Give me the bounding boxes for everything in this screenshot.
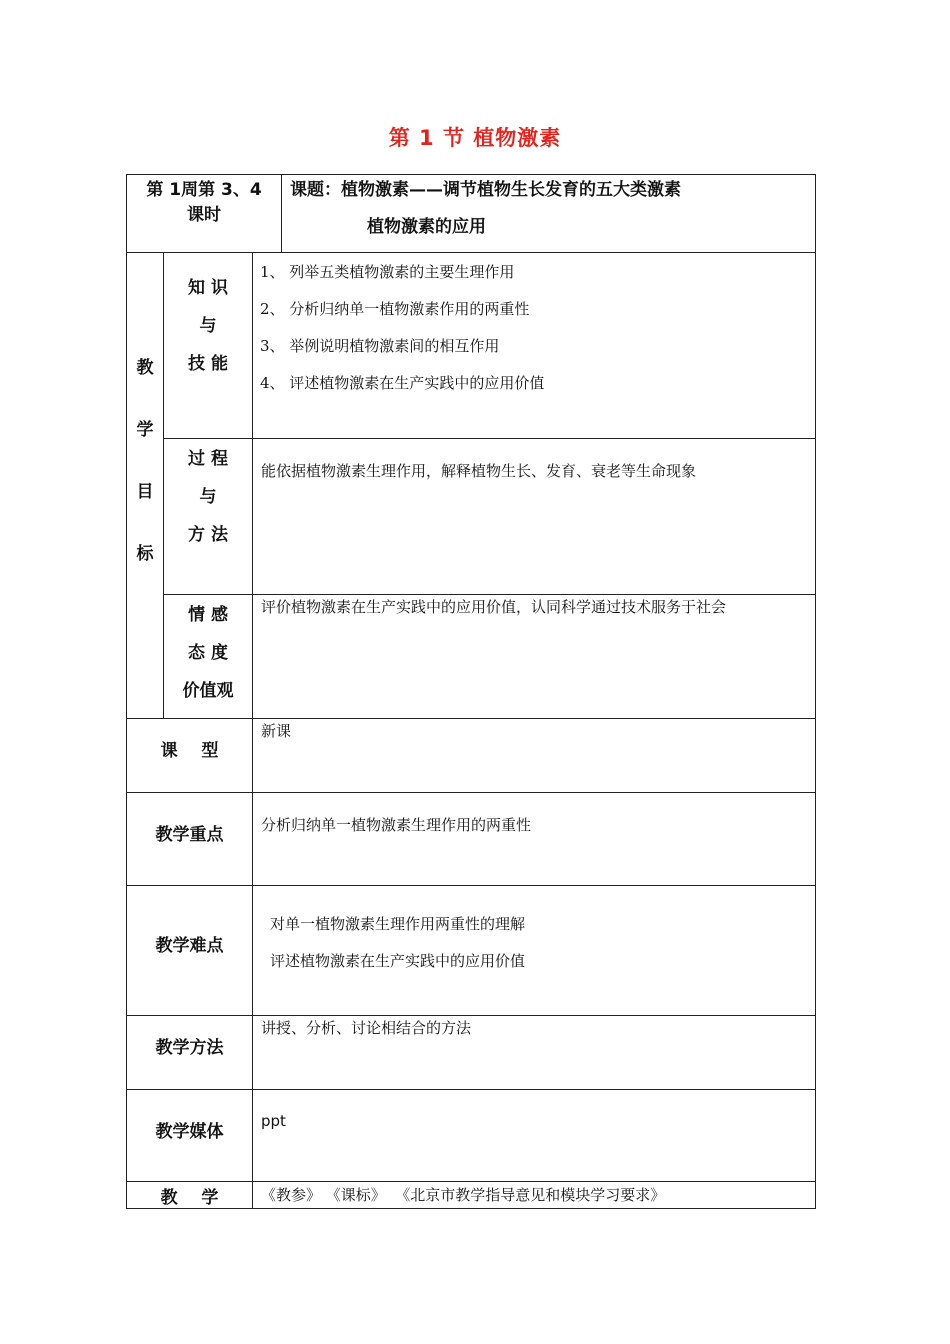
list-item: 评述植物激素在生产实践中的应用价值 bbox=[270, 952, 526, 970]
label-line: 知 识 bbox=[188, 278, 228, 298]
reference-value: 《教参》 《课标》 《北京市教学指导意见和模块学习要求》 bbox=[261, 1186, 666, 1204]
list-item: 1、 列举五类植物激素的主要生理作用 bbox=[260, 263, 515, 281]
row-divider bbox=[163, 594, 816, 595]
list-item: 3、 举例说明植物激素间的相互作用 bbox=[260, 337, 500, 355]
list-item: 2、 分析归纳单一植物激素作用的两重性 bbox=[260, 300, 530, 318]
key-point-value: 分析归纳单一植物激素生理作用的两重性 bbox=[261, 816, 532, 834]
topic-line2: 植物激素的应用 bbox=[367, 217, 486, 237]
period-line1: 第 1周第 3、4 bbox=[146, 180, 262, 200]
media-value: ppt bbox=[261, 1112, 286, 1130]
label-line: 方 法 bbox=[188, 525, 228, 545]
objectives-label-char: 教 bbox=[136, 358, 154, 378]
objectives-label-char: 学 bbox=[136, 420, 154, 440]
method-label: 教学方法 bbox=[155, 1037, 224, 1058]
emotion-label bbox=[164, 596, 252, 710]
label-line: 与 bbox=[199, 487, 217, 507]
period-cell bbox=[127, 178, 281, 228]
knowledge-content bbox=[260, 254, 810, 402]
table-border-bottom bbox=[126, 1208, 816, 1209]
objectives-label-char: 标 bbox=[136, 544, 154, 564]
method-value: 讲授、分析、讨论相结合的方法 bbox=[261, 1019, 472, 1037]
knowledge-label bbox=[164, 269, 252, 383]
label-line: 技 能 bbox=[188, 354, 228, 374]
label-line: 与 bbox=[199, 316, 217, 336]
lesson-type-label: 课 型 bbox=[160, 740, 219, 761]
column-divider bbox=[252, 252, 253, 1208]
table-border-right bbox=[815, 174, 816, 1208]
media-label: 教学媒体 bbox=[155, 1121, 224, 1142]
topic-line1: 课题：植物激素——调节植物生长发育的五大类激素 bbox=[290, 180, 681, 200]
row-divider bbox=[163, 438, 816, 439]
key-point-label: 教学重点 bbox=[155, 824, 224, 845]
page-title: 第 1 节 植物激素 bbox=[388, 126, 562, 150]
objectives-label bbox=[127, 353, 163, 601]
table-border-top bbox=[126, 174, 816, 175]
list-item: 4、 评述植物激素在生产实践中的应用价值 bbox=[260, 374, 545, 392]
lesson-type-value: 新课 bbox=[261, 722, 292, 740]
list-item: 对单一植物激素生理作用两重性的理解 bbox=[270, 915, 526, 933]
emotion-content: 评价植物激素在生产实践中的应用价值，认同科学通过技术服务于社会 bbox=[261, 598, 727, 616]
label-line: 情 感 bbox=[188, 605, 228, 625]
objectives-label-char: 目 bbox=[136, 482, 154, 502]
period-line2: 课时 bbox=[187, 205, 221, 225]
reference-label: 教 学 bbox=[160, 1187, 219, 1208]
label-line: 态 度 bbox=[188, 643, 228, 663]
difficulty-value bbox=[270, 906, 810, 980]
column-divider bbox=[281, 174, 282, 252]
process-label bbox=[164, 440, 252, 554]
difficulty-label: 教学难点 bbox=[155, 935, 224, 956]
topic-cell bbox=[290, 178, 810, 240]
label-line: 价值观 bbox=[182, 681, 234, 701]
label-line: 过 程 bbox=[188, 449, 228, 469]
process-content: 能依据植物激素生理作用，解释植物生长、发育、衰老等生命现象 bbox=[261, 462, 697, 480]
row-divider bbox=[126, 252, 816, 253]
